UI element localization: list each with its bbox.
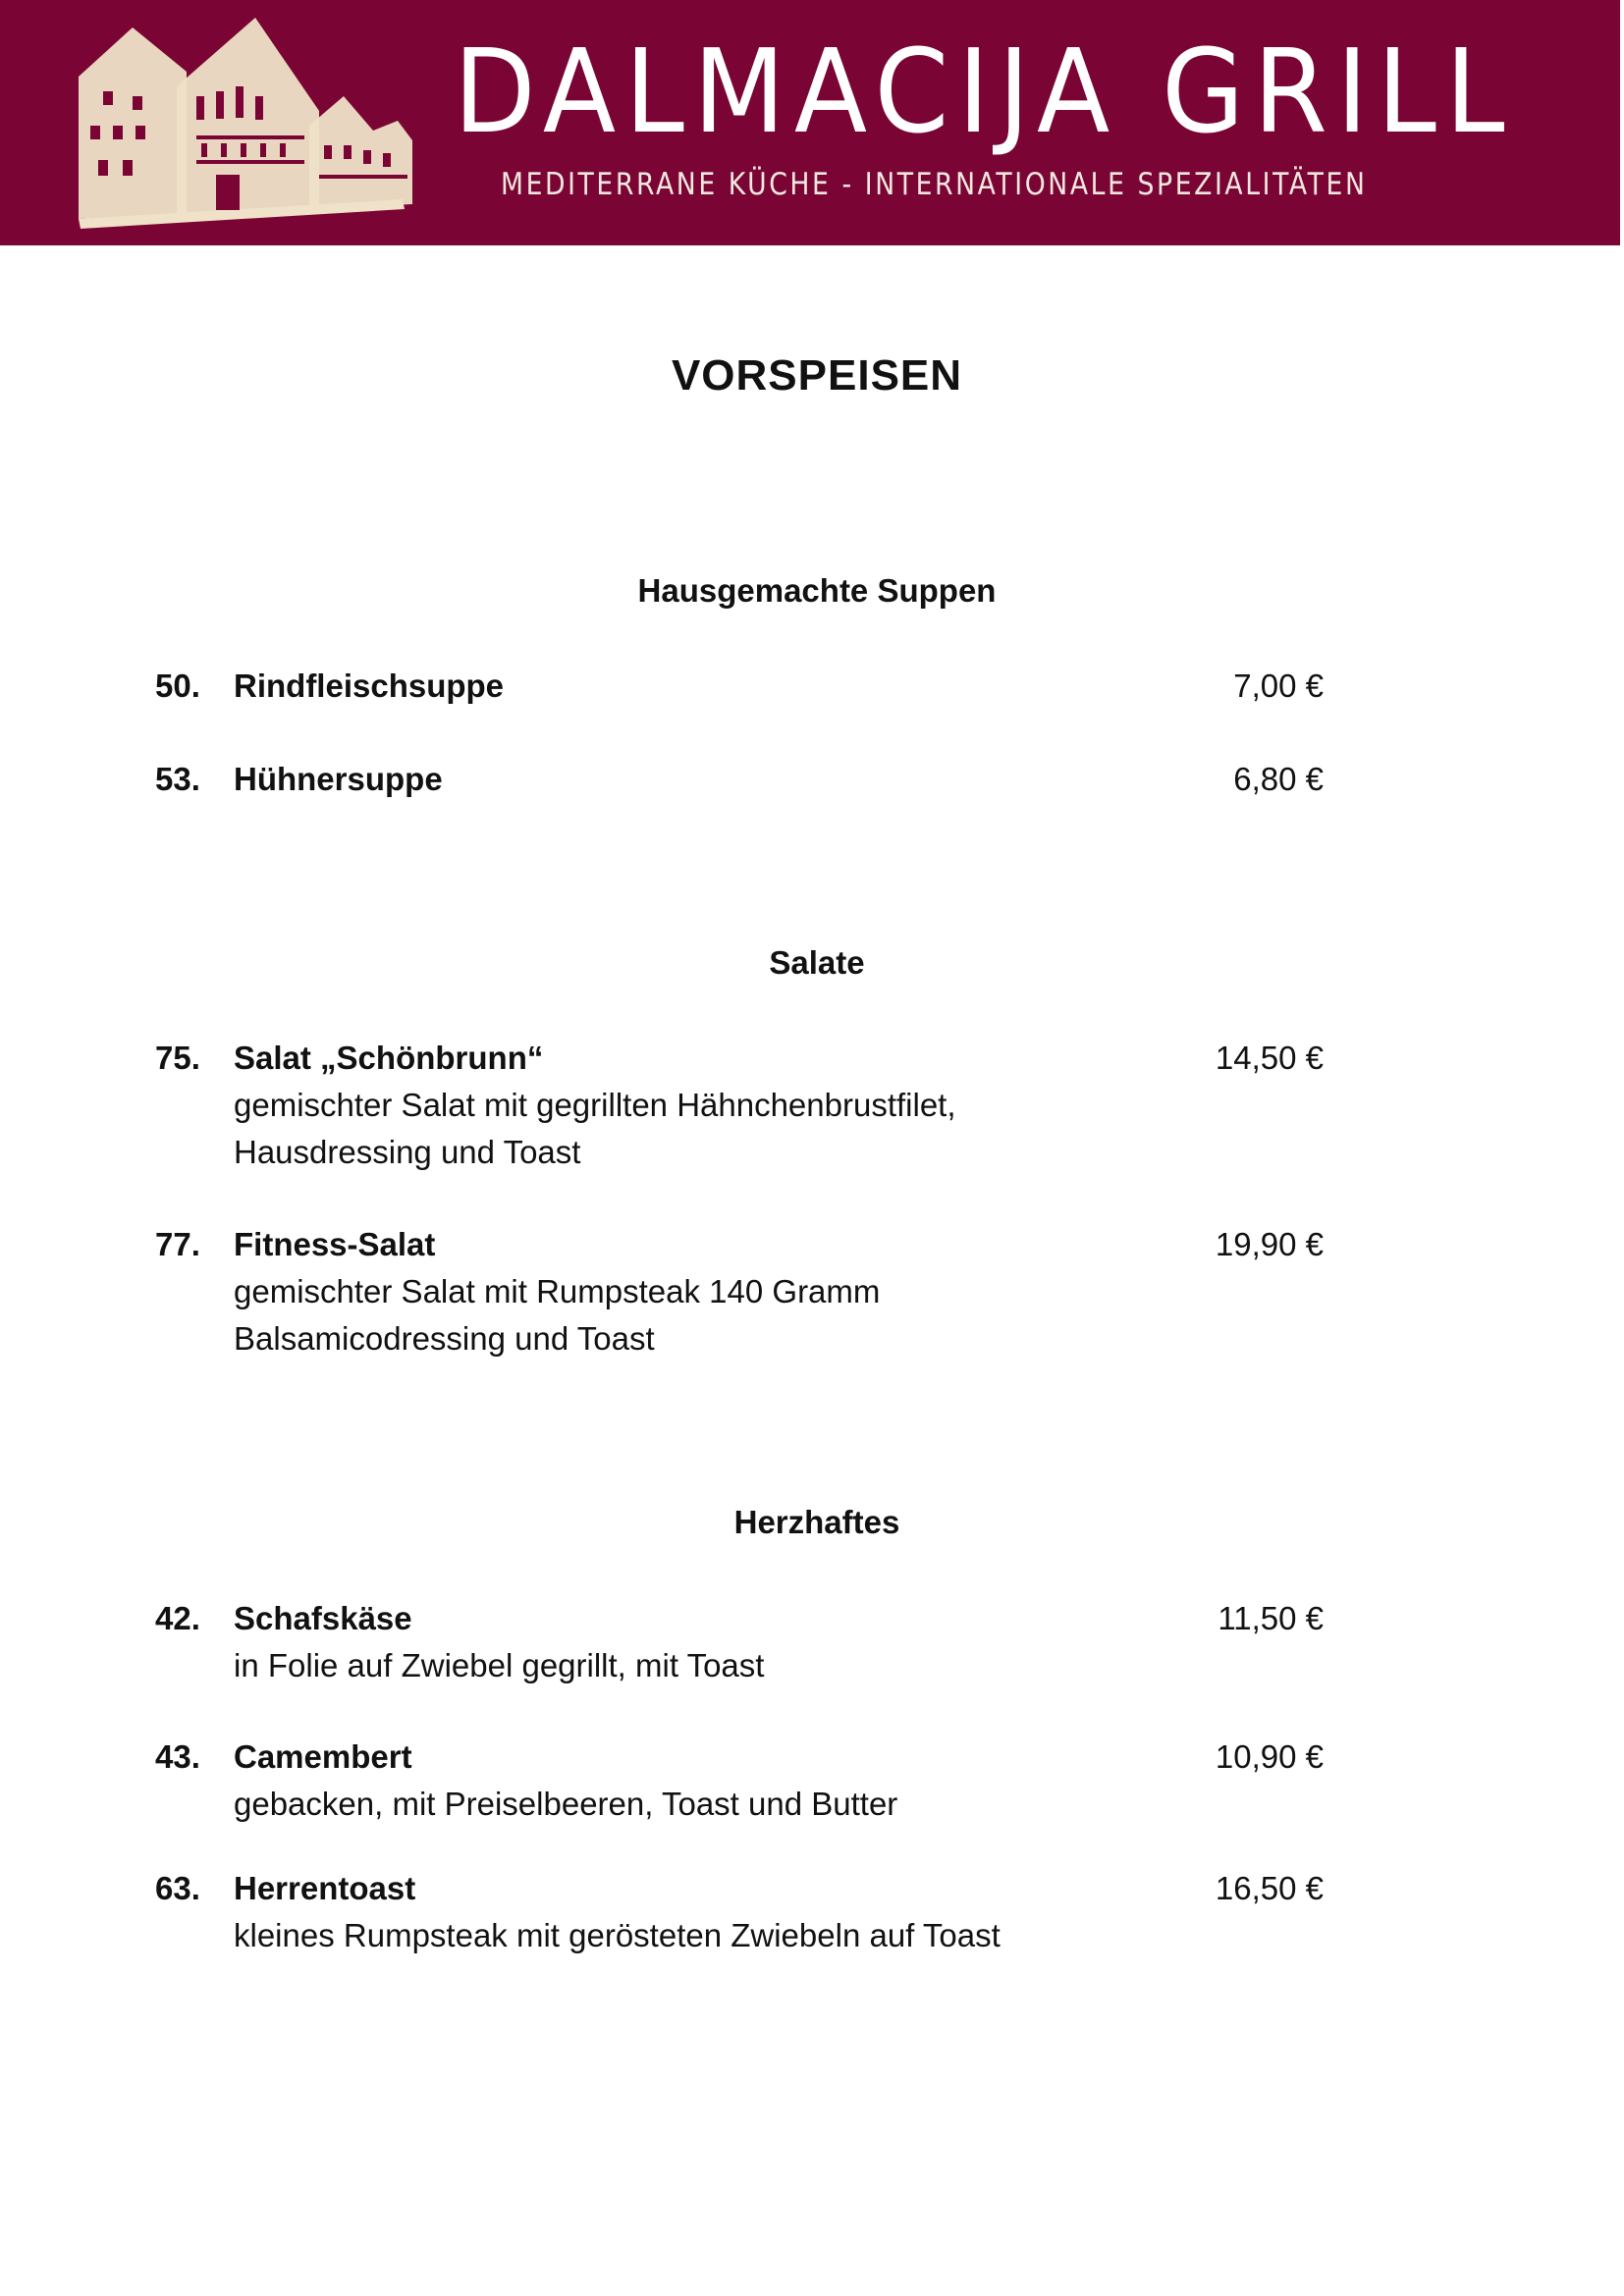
brand-name: DALMACIJA GRILL: [454, 24, 1514, 159]
item-price: 14,50 €: [1215, 1040, 1324, 1076]
item-name: Schafskäse: [234, 1600, 412, 1636]
item-number: 43.: [155, 1738, 200, 1775]
brand-tagline: MEDITERRANE KÜCHE - INTERNATIONALE SPEZIALITÄTEN: [501, 167, 1368, 202]
item-price: 11,50 €: [1218, 1600, 1324, 1636]
item-name: Camembert: [234, 1738, 412, 1775]
item-description: gemischter Salat mit Rumpsteak 140 Gramm: [234, 1273, 881, 1309]
item-description: in Folie auf Zwiebel gegrillt, mit Toast: [234, 1647, 765, 1683]
item-price: 7,00 €: [1233, 667, 1324, 704]
item-number: 77.: [155, 1226, 200, 1262]
item-name: Rindfleischsuppe: [234, 667, 505, 704]
item-description: kleines Rumpsteak mit gerösteten Zwiebeln auf Toast: [234, 1917, 1001, 1953]
item-name: Salat „Schönbrunn“: [234, 1040, 544, 1076]
item-description: Balsamicodressing und Toast: [234, 1320, 655, 1357]
item-description: gebacken, mit Preiselbeeren, Toast und Butter: [234, 1786, 898, 1822]
item-price: 19,90 €: [1215, 1226, 1324, 1262]
item-price: 6,80 €: [1233, 761, 1324, 797]
item-number: 50.: [155, 667, 200, 704]
page-title: VORSPEISEN: [671, 351, 963, 400]
item-number: 75.: [155, 1040, 200, 1076]
item-description: gemischter Salat mit gegrillten Hähnchenbrustfilet,: [234, 1087, 956, 1123]
half-timbered-houses-icon: [59, 18, 422, 229]
item-number: 53.: [155, 761, 200, 797]
header-banner: [0, 0, 1620, 245]
section-title-salate: Salate: [769, 944, 865, 981]
item-number: 63.: [155, 1870, 200, 1906]
item-number: 42.: [155, 1600, 200, 1636]
item-price: 10,90 €: [1215, 1738, 1324, 1775]
item-description: Hausdressing und Toast: [234, 1134, 581, 1170]
item-name: Hühnersuppe: [234, 761, 443, 797]
item-name: Herrentoast: [234, 1870, 416, 1906]
section-title-suppen: Hausgemachte Suppen: [637, 572, 997, 609]
section-title-herzhaftes: Herzhaftes: [733, 1504, 900, 1540]
item-name: Fitness-Salat: [234, 1226, 436, 1262]
item-price: 16,50 €: [1215, 1870, 1324, 1906]
